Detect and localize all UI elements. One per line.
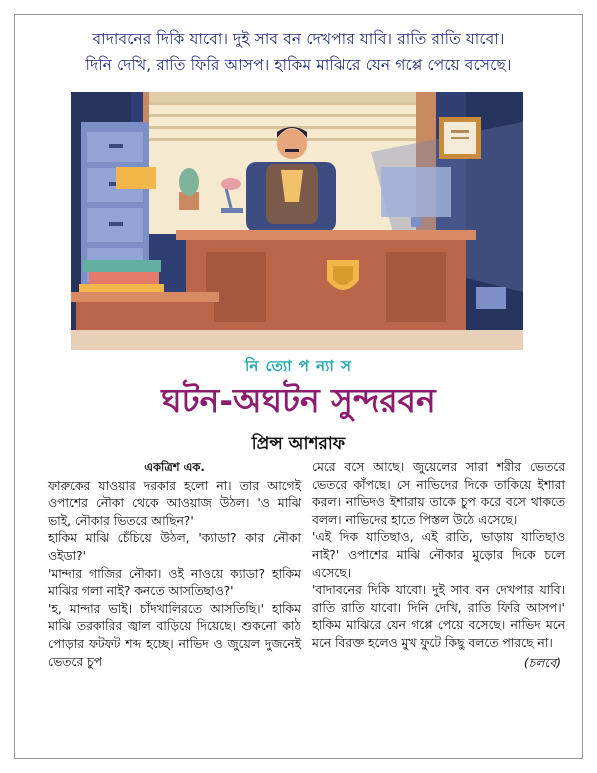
- right-column: [312, 459, 565, 672]
- story-title: ঘটন-অঘটন সুন্দরবন: [161, 381, 436, 420]
- paragraph: মেরে বসে আছে। জুয়েলের সারা শরীর ভেতরে ভেতরে কাঁপছে। সে নাভিদের দিকে তাকিয়ে ইশারা করল। নাভিদও ইশারায় তাকে চুপ করে বসে থাকতে বলল। নাভিদের হাতে পিস্তল উঠে এসেছে।: [312, 460, 565, 527]
- paragraph: 'মান্দার গাজির নৌকা। ওই নাওয়ে ক্যাডা? হাকিম মাঝির গলা নাই? কনতে আসতিছাও?': [48, 566, 301, 599]
- chapter-heading: একত্রিশ এক.: [144, 460, 205, 474]
- paragraph: 'বাদাবনের দিকি যাবো। দুই সাব বন দেখপার যাবি। রাতি রাতি যাবো। দিনি দেখি, রাতি ফিরি আসপ।' হাকিম মাঝিরে যেন গপ্পে পেয়ে বসেছে। নাভিদ মনে মনে বিরক্ত হলেও মুখ ফুটে কিছু বলতে পারছে না।: [312, 583, 565, 650]
- paragraph: হাকিম মাঝি চেঁচিয়ে উঠল, 'ক্যাডা? কার নৌকা ওইডা?': [48, 531, 301, 563]
- pull-quote-line: দিনি দেখি, রাতি ফিরি আসপ। হাকিম মাঝিরে যেন গপ্পে পেয়ে বসেছে।: [85, 56, 512, 74]
- office-illustration: [71, 92, 523, 350]
- paragraph: 'এই দিক যাতিছাও, এই রাতি, ভাড়ায় যাতিছাও নাই?' ওপাশের মাঝি নৌকার মুড়োর দিকে চলে এসেছে।: [312, 530, 565, 580]
- series-label: নি ত্যো প ন্যা স: [245, 357, 352, 375]
- to-be-continued: (চলবে): [523, 655, 561, 670]
- pull-quote: [30, 26, 567, 78]
- left-column: [48, 459, 301, 671]
- paragraph: 'হ, মান্দার ভাই। চাঁদখালিরতে আসতিছি।' হাকিম মাঝি তরকারির জ্বাল বাড়িয়ে দিয়েছে। শুকনো কাঠ পোড়ার ফটফট শব্দ হচ্ছে। নাভিদ ও জুয়েল দুজনেই ভেতরে চুপ: [48, 601, 301, 669]
- author-name: প্রিন্স আশরাফ: [251, 434, 346, 454]
- paragraph: ফারুকের যাওয়ার দরকার হলো না। তার আগেই ওপাশের নৌকা থেকে আওয়াজ উঠল। 'ও মাঝি ভাই, নৌকার ভিতরে আছিন?': [48, 478, 301, 528]
- pull-quote-line: বাদাবনের দিকি যাবো। দুই সাব বন দেখপার যাবি। রাতি রাতি যাবো।: [92, 30, 505, 48]
